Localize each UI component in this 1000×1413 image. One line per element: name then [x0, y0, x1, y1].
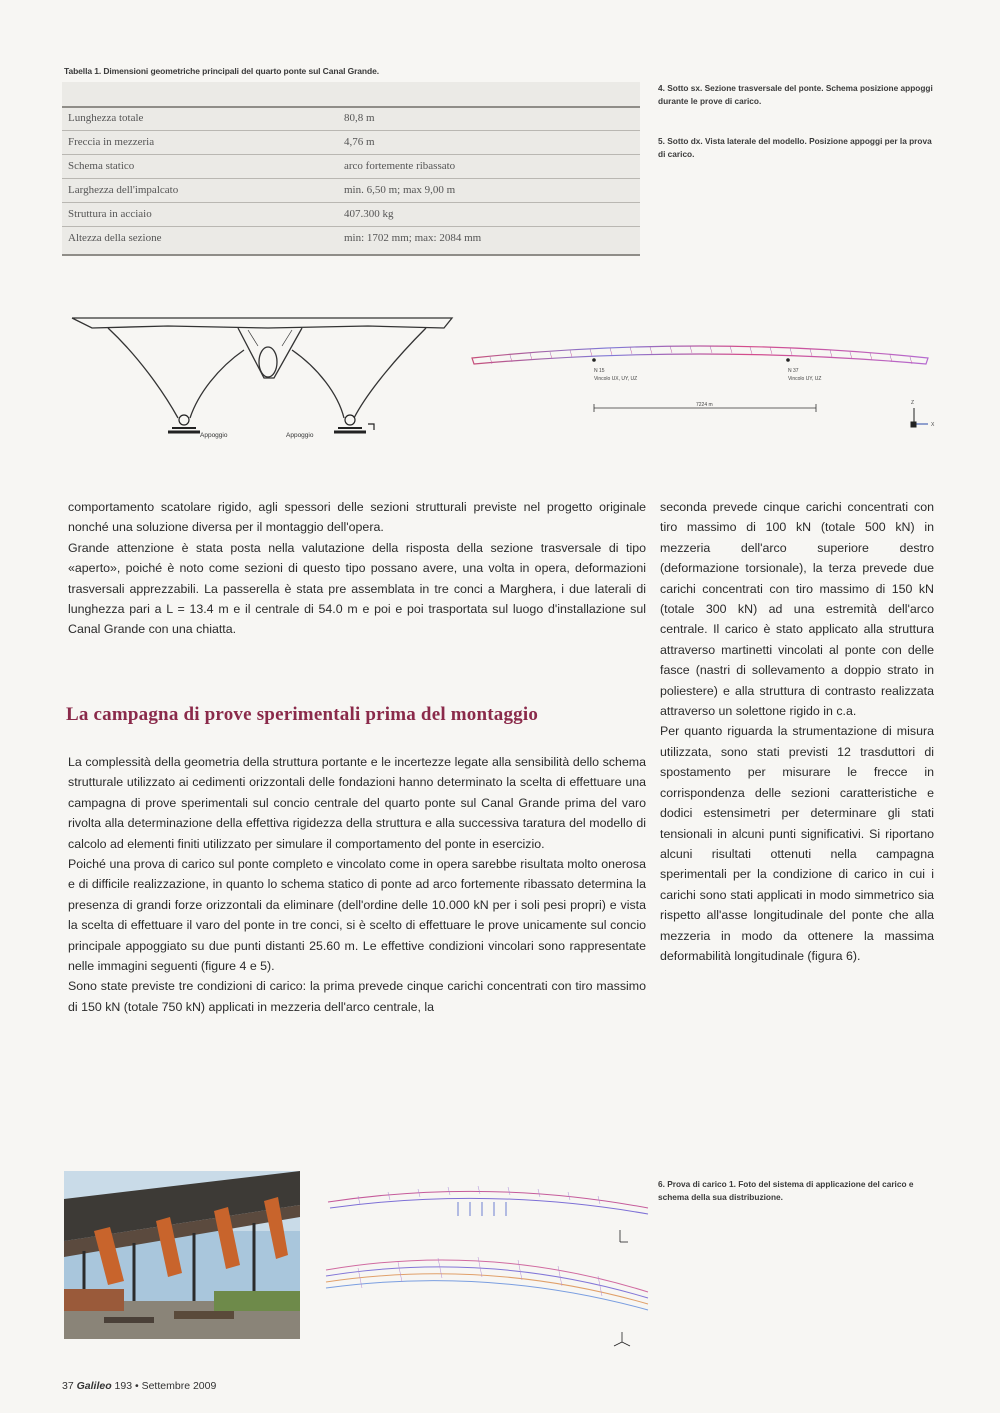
table-cell-value: min. 6,50 m; max 9,00 m: [344, 184, 456, 196]
dimension-label: 7224 m: [696, 402, 713, 408]
caption-figure-5: 5. Sotto dx. Vista laterale del modello. Posizione appoggi per la prova di carico.: [658, 136, 932, 159]
table-rule: [62, 226, 640, 227]
table-rule-bottom: [62, 254, 640, 256]
paragraph: comportamento scatolare rigido, agli spessori delle sezioni strutturali previste nel progetto originale nonché una soluzione diversa per il montaggio dell'opera.: [68, 500, 646, 535]
caption-figure-4: 4. Sotto sx. Sezione trasversale del ponte. Schema posizione appoggi durante le prove di carico.: [658, 83, 933, 106]
table-row: [68, 204, 628, 228]
issue-date: • Settembre 2009: [135, 1380, 217, 1392]
table-cell-value: arco fortemente ribassato: [344, 160, 456, 172]
table-1: [62, 62, 640, 270]
paragraph: seconda prevede cinque carichi concentrati con tiro massimo di 100 kN (totale 500 kN) in mezzeria dell'arco superiore destro (deformazione torsionale), la terza prevede due carichi concentrati con tiro massimo di 150 kN (totale 300 kN) ad una estremità dell'arco centrale. Il carico è stato applicato alla struttura attraverso martinetti vincolati al ponte con delle fasce (nastri di sollevamento a doppio strato in poliestere) e alla struttura di contrasto realizzata attraverso un solettone rigido in c.a.: [660, 500, 934, 719]
table-row: [68, 180, 628, 204]
node-constraint-right: Vincolo UY, UZ: [788, 376, 822, 382]
node-constraint-left: Vincolo UX, UY, UZ: [594, 376, 638, 382]
table-row: [68, 108, 628, 132]
table-row: [68, 228, 628, 252]
section-heading: La campagna di prove sperimentali prima del montaggio: [66, 704, 539, 725]
body-column-left-top: [68, 497, 646, 640]
table-cell-label: Schema statico: [68, 160, 135, 172]
paragraph: La complessità della geometria della struttura portante e le incertezze legate alla sensibilità dello schema strutturale utilizzato ai cedimenti orizzontali delle fondazioni hanno determinato la scelta di effettuare una campagna di prove sperimentali sul concio centrale del quarto ponte sul Canal Grande prima del varo rivolta alla determinazione della effettiva rigidezza della struttura e alla successiva taratura del modello di calcolo ad elementi finiti utilizzato per simulare il comportamento del ponte in esercizio.: [68, 755, 646, 851]
table-rule: [62, 202, 640, 203]
magazine-name: Galileo: [76, 1380, 112, 1392]
figure-6-photo: [64, 1171, 300, 1339]
axis-label-x: X: [931, 422, 935, 428]
table-caption: Tabella 1. Dimensioni geometriche principali del quarto ponte sul Canal Grande.: [64, 66, 380, 76]
node-label-left: N 15: [594, 368, 605, 374]
support-label-right: Appoggio: [286, 432, 314, 439]
table-rule: [62, 130, 640, 131]
table-rule: [62, 178, 640, 179]
body-column-right: [660, 497, 934, 966]
caption-figure-6: 6. Prova di carico 1. Foto del sistema di applicazione del carico e schema della sua distribuzione.: [658, 1179, 914, 1202]
side-view-model: [470, 338, 940, 443]
table-cell-value: min: 1702 mm; max: 2084 mm: [344, 232, 482, 244]
table-cell-value: 4,76 m: [344, 136, 375, 148]
table-rule: [62, 154, 640, 155]
body-column-left-bottom: [68, 752, 646, 1017]
table-row: [68, 132, 628, 156]
node-label-right: N 37: [788, 368, 799, 374]
load-distribution-models: [318, 1172, 658, 1352]
table-cell-label: Lunghezza totale: [68, 112, 144, 124]
paragraph: Sono state previste tre condizioni di carico: la prima prevede cinque carichi concentrati con tiro massimo di 150 kN (totale 750 kN) applicati in mezzeria dell'arco centrale, la: [68, 979, 646, 1014]
table-row: [68, 156, 628, 180]
paragraph: Per quanto riguarda la strumentazione di misura utilizzata, sono stati previsti 12 trasduttori di spostamento per misurare le frecce in corrispondenza delle sezioni caratteristiche e dodici estensimetri per determinare gli stati tensionali in alcuni punti significativi. Si riportano alcuni risultati ottenuti nella campagna sperimentali per la condizione di carico in cui i carichi sono stati applicati in modo simmetrico sia rispetto all'asse longitudinale del ponte che alla mezzeria in modo da ottenere la massima deformabilità longitudinale (figura 6).: [660, 724, 934, 963]
table-cell-label: Altezza della sezione: [68, 232, 162, 244]
table-cell-label: Larghezza dell'impalcato: [68, 184, 179, 196]
figure-4-cross-section: [68, 306, 468, 446]
table-cell-label: Freccia in mezzeria: [68, 136, 155, 148]
table-cell-label: Struttura in acciaio: [68, 208, 152, 220]
support-label-left: Appoggio: [200, 432, 228, 439]
cross-section-drawing: [68, 306, 468, 446]
table-cell-value: 407.300 kg: [344, 208, 394, 220]
axis-label-z: Z: [911, 400, 915, 406]
figure-6-load-schemes: [318, 1172, 658, 1352]
page-number: 37: [62, 1380, 74, 1392]
table-cell-value: 80,8 m: [344, 112, 375, 124]
issue-number: 193: [114, 1380, 133, 1392]
paragraph: Grande attenzione è stata posta nella valutazione della risposta della sezione trasversale di tipo «aperto», poiché è noto come sezioni di questo tipo possano avere, una volta in opera, deformazioni trasversali apprezzabili. La passerella è stata pre assemblata in tre conci a Marghera, i due laterali di lunghezza pari a L = 13.4 m e il centrale di 54.0 m e poi e poi trasportata sul luogo d'installazione sul Canal Grande con una chiatta.: [68, 540, 646, 637]
paragraph: Poiché una prova di carico sul ponte completo e vincolato come in opera sarebbe risultata molto onerosa e di difficile realizzazione, in quanto lo schema statico di ponte ad arco fortemente ribassato determina la presenza di grandi forze orizzontali da eliminare (dell'ordine delle 10.000 kN per i soli pesi propri) e vista la scelta di effettuare il varo del ponte in tre conci, si è scelto di effettuare le prove unicamente sul concio principale appoggiato su due punti distanti 25.60 m. Le effettive condizioni vincolari sono rappresentate nelle immagini seguenti (figure 4 e 5).: [68, 857, 646, 974]
load-test-photo: [64, 1171, 300, 1339]
figure-5-side-view: [470, 338, 940, 443]
page-footer: [62, 1380, 216, 1392]
